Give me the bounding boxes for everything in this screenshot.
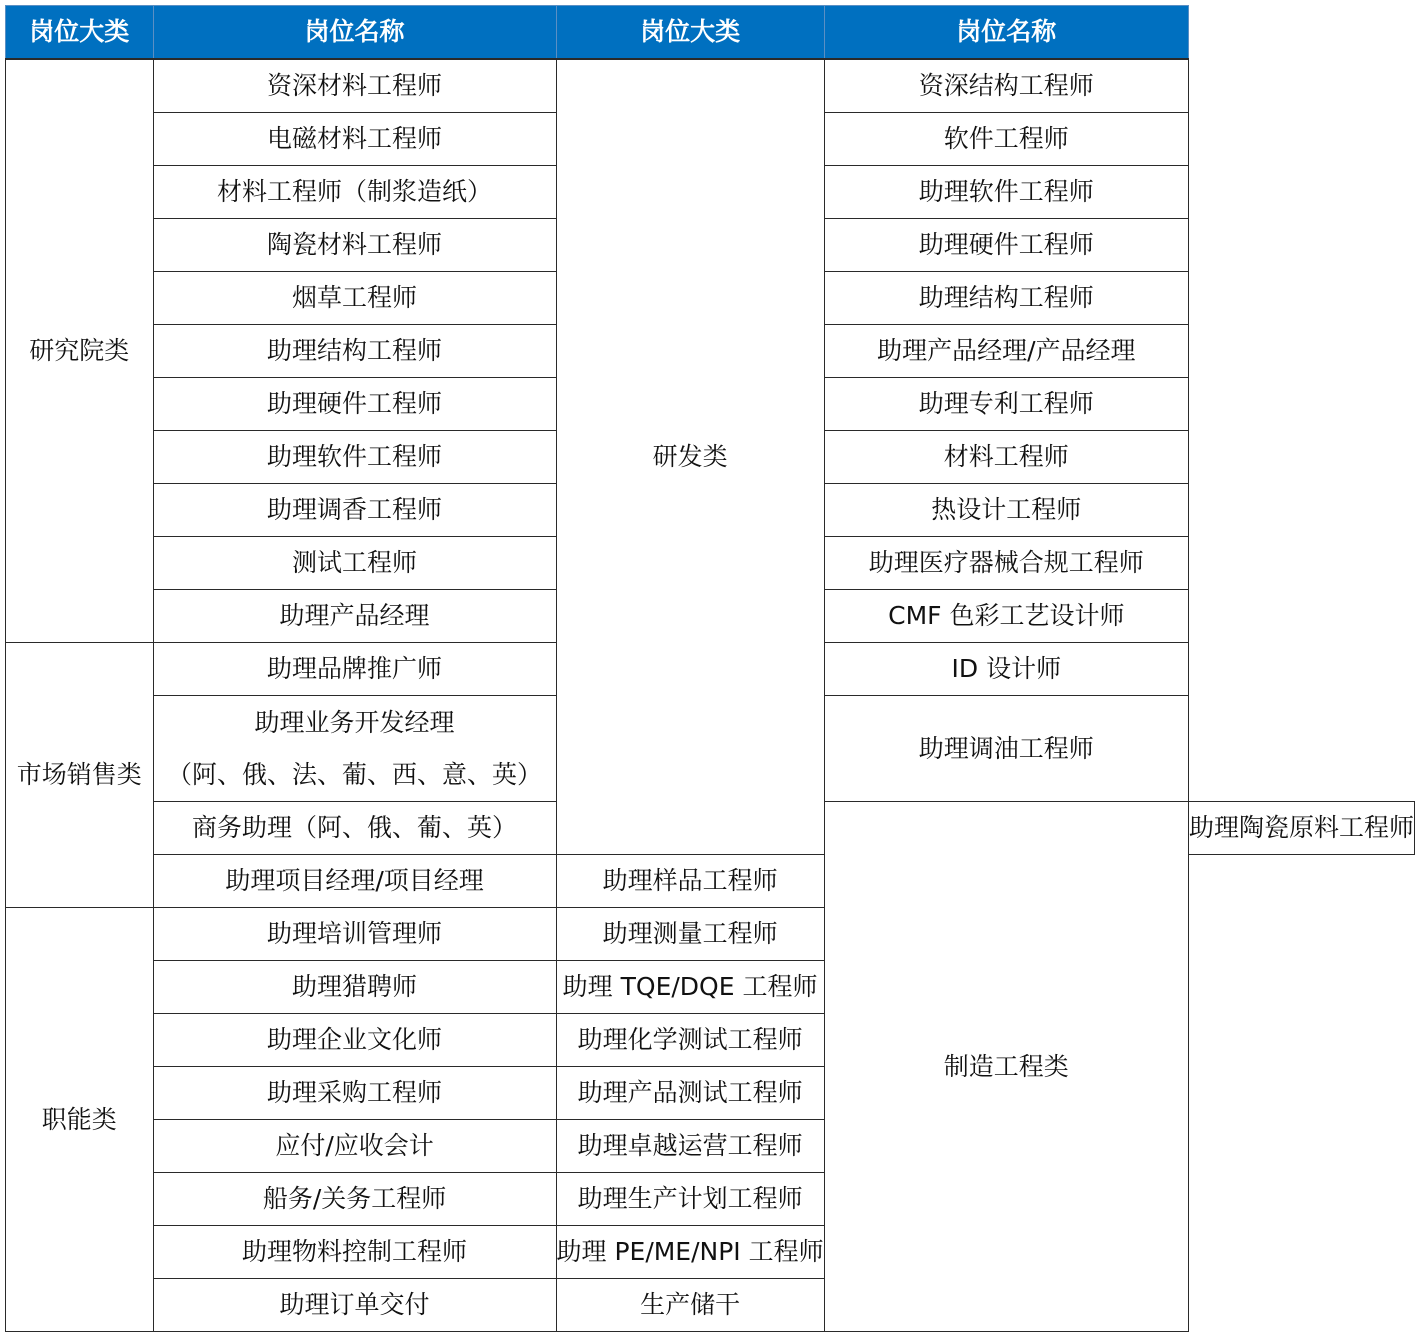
job-cell: 材料工程师 <box>824 431 1188 484</box>
category-cell: 市场销售类 <box>6 643 154 908</box>
job-cell: 助理产品经理/产品经理 <box>824 325 1188 378</box>
header-category-left: 岗位大类 <box>6 6 154 60</box>
job-cell: 助理测量工程师 <box>556 908 824 961</box>
table-row <box>6 1279 1415 1332</box>
table-row <box>6 1067 1415 1120</box>
job-cell: 助理软件工程师 <box>824 166 1188 219</box>
job-cell: 助理陶瓷原料工程师 <box>1188 802 1414 855</box>
job-line: 助理业务开发经理 <box>254 707 455 737</box>
job-cell: 助理产品经理 <box>153 590 556 643</box>
job-cell: 助理猎聘师 <box>153 961 556 1014</box>
job-cell <box>153 696 556 802</box>
job-cell: 助理化学测试工程师 <box>556 1014 824 1067</box>
job-cell: 助理采购工程师 <box>153 1067 556 1120</box>
job-cell: 助理调香工程师 <box>153 484 556 537</box>
job-cell: 烟草工程师 <box>153 272 556 325</box>
table-row <box>6 1173 1415 1226</box>
category-cell: 研究院类 <box>6 59 154 643</box>
table-row <box>6 1226 1415 1279</box>
job-cell: 助理医疗器械合规工程师 <box>824 537 1188 590</box>
job-cell: CMF 色彩工艺设计师 <box>824 590 1188 643</box>
job-cell: 商务助理（阿、俄、葡、英） <box>153 802 556 855</box>
job-cell: 助理专利工程师 <box>824 378 1188 431</box>
category-cell: 制造工程类 <box>824 802 1188 1332</box>
job-table <box>5 5 1415 1332</box>
job-cell: 助理产品测试工程师 <box>556 1067 824 1120</box>
job-cell: 助理结构工程师 <box>824 272 1188 325</box>
job-cell: 船务/关务工程师 <box>153 1173 556 1226</box>
job-cell: ID 设计师 <box>824 643 1188 696</box>
job-cell: 助理硬件工程师 <box>824 219 1188 272</box>
job-cell: 助理项目经理/项目经理 <box>153 855 556 908</box>
job-cell: 助理企业文化师 <box>153 1014 556 1067</box>
category-cell: 职能类 <box>6 908 154 1332</box>
header-row <box>6 6 1415 60</box>
job-cell: 助理 PE/ME/NPI 工程师 <box>556 1226 824 1279</box>
job-cell: 助理生产计划工程师 <box>556 1173 824 1226</box>
job-cell: 电磁材料工程师 <box>153 113 556 166</box>
job-cell: 生产储干 <box>556 1279 824 1332</box>
job-cell: 材料工程师（制浆造纸） <box>153 166 556 219</box>
table-row <box>6 1014 1415 1067</box>
header-position-left: 岗位名称 <box>153 6 556 60</box>
job-cell: 热设计工程师 <box>824 484 1188 537</box>
header-category-right: 岗位大类 <box>556 6 824 60</box>
table-row <box>6 961 1415 1014</box>
job-cell: 资深材料工程师 <box>153 59 556 113</box>
job-cell: 陶瓷材料工程师 <box>153 219 556 272</box>
job-cell: 资深结构工程师 <box>824 59 1188 113</box>
job-cell: 助理结构工程师 <box>153 325 556 378</box>
job-cell: 助理培训管理师 <box>153 908 556 961</box>
job-cell: 助理 TQE/DQE 工程师 <box>556 961 824 1014</box>
job-cell: 助理样品工程师 <box>556 855 824 908</box>
job-cell: 测试工程师 <box>153 537 556 590</box>
job-cell: 助理卓越运营工程师 <box>556 1120 824 1173</box>
table-row <box>6 855 1415 908</box>
job-cell: 助理品牌推广师 <box>153 643 556 696</box>
table-row <box>6 908 1415 961</box>
job-cell: 助理硬件工程师 <box>153 378 556 431</box>
job-cell: 助理物料控制工程师 <box>153 1226 556 1279</box>
job-cell: 助理订单交付 <box>153 1279 556 1332</box>
table-row <box>6 1120 1415 1173</box>
job-line: （阿、俄、法、葡、西、意、英） <box>167 759 543 789</box>
job-cell: 软件工程师 <box>824 113 1188 166</box>
job-cell: 应付/应收会计 <box>153 1120 556 1173</box>
job-cell: 助理软件工程师 <box>153 431 556 484</box>
table-row <box>6 59 1415 113</box>
category-cell: 研发类 <box>556 59 824 855</box>
job-cell: 助理调油工程师 <box>824 696 1188 802</box>
header-position-right: 岗位名称 <box>824 6 1188 60</box>
